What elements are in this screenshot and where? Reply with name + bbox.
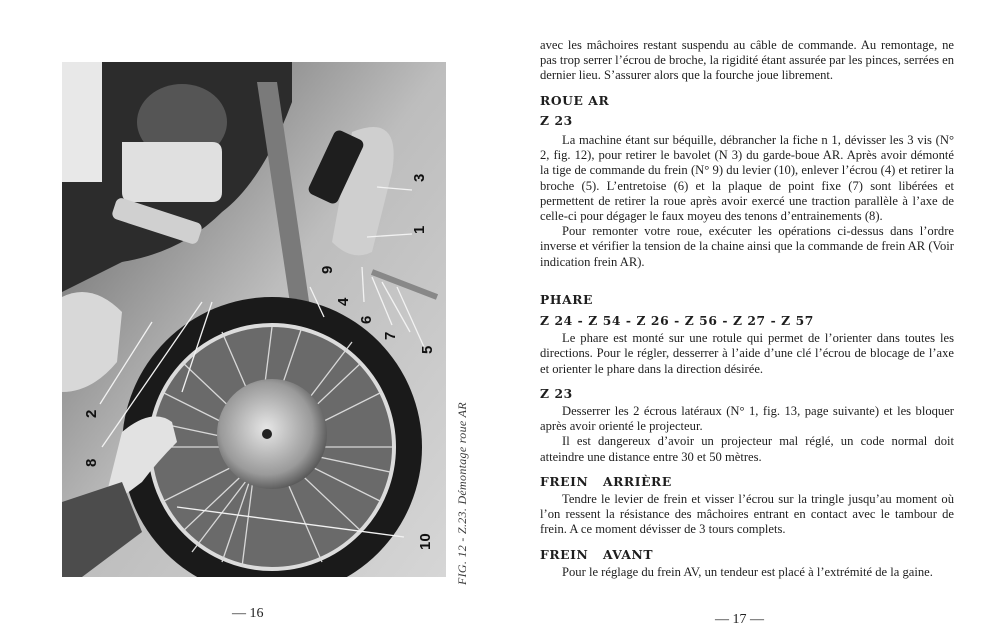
figure-caption: FIG. 12 - Z.23. Démontage roue AR xyxy=(455,402,469,585)
callout-6: 6 xyxy=(358,315,375,324)
hub-nut xyxy=(262,429,272,439)
callout-10: 10 xyxy=(417,533,434,550)
paragraph-frein-avant: Pour le réglage du frein AV, un tendeur est placé à l’extrémité de la gaine. xyxy=(562,564,933,579)
photo-illustration xyxy=(62,62,446,577)
frame-highlight xyxy=(62,62,102,182)
section-title-frein-avant: FREIN AVANT xyxy=(540,546,654,562)
callout-8: 8 xyxy=(83,458,100,467)
section-title-frein-arriere: FREIN ARRIÈRE xyxy=(540,473,672,489)
right-page-text xyxy=(540,38,954,580)
callout-9: 9 xyxy=(319,265,336,274)
intro-paragraph: avec les mâchoires restant suspendu au câble de commande. Au remontage, ne pas trop serrer l’écrou de broche, la rigidité étant assurée par les pinces, serrées en dernier lieu. S’assurer alors que la fourche joue librement. xyxy=(540,38,955,83)
phare-sub-model-z23: Z 23 xyxy=(540,385,573,401)
paragraph-phare-z23-2: Il est dangereux d’avoir un projecteur mal réglé, un code normal doit atteindre une distance entre 30 et 50 mètres. xyxy=(540,434,954,464)
callout-1: 1 xyxy=(411,225,428,234)
callout-4: 4 xyxy=(335,297,352,306)
paragraph-phare-1: Le phare est monté sur une rotule qui permet de l’orienter dans toutes les directions. Pour le régler, desserrer à l’aide d’une clé l’écrou de blocage de l’axe et orienter le phare dans la direction désirée. xyxy=(540,331,954,376)
section-title-roue-ar: ROUE AR xyxy=(540,92,610,108)
toolbox-cover xyxy=(122,142,222,202)
callout-3: 3 xyxy=(411,173,428,182)
callout-5: 5 xyxy=(419,345,436,354)
paragraph-roue-ar-2: Pour remonter votre roue, exécuter les opérations ci-dessus dans l’ordre inverse et vérifier la tension de la chaine ainsi que la commande de frein AR (Voir indication frein AR). xyxy=(540,224,954,269)
callout-2: 2 xyxy=(83,409,100,418)
paragraph-phare-z23-1: Desserrer les 2 écrous latéraux (N° 1, fig. 13, page suivante) et les bloquer après avoir orienté le projecteur. xyxy=(540,404,954,434)
section-title-phare: PHARE xyxy=(540,291,593,307)
figure-photo-rear-wheel xyxy=(62,62,446,577)
paragraph-roue-ar-1: La machine étant sur béquille, débrancher la fiche n 1, dévisser les 3 vis (N° 2, fig. 12), pour retirer le bavolet (N 3) du garde-boue AR. Après avoir démonté la tige de commande du frein (N° 9) du levier (10), enlever l’écrou (4) et retirer la broche (5). L’entretoise (6) et la plaque de point fixe (7) sont libérées et permettent de retirer la roue après avoir exercé une traction parallèle à l’axe de celle-ci pour dégager le faux moyeu des tenons d’entrainements (8). xyxy=(540,133,954,224)
model-z23: Z 23 xyxy=(540,112,573,128)
paragraph-frein-arriere: Tendre le levier de frein et visser l’écrou sur la tringle jusqu’au moment où l’on ressent la résistance des mâchoires entrant en contact avec le tambour de frein. A ce moment dévisser de 3 tours complets. xyxy=(540,492,954,537)
page-number-left: — 16 xyxy=(232,606,264,621)
callout-7: 7 xyxy=(382,331,399,340)
phare-models: Z 24 - Z 54 - Z 26 - Z 56 - Z 27 - Z 57 xyxy=(540,313,814,329)
page-number-right: — 17 — xyxy=(715,612,764,627)
